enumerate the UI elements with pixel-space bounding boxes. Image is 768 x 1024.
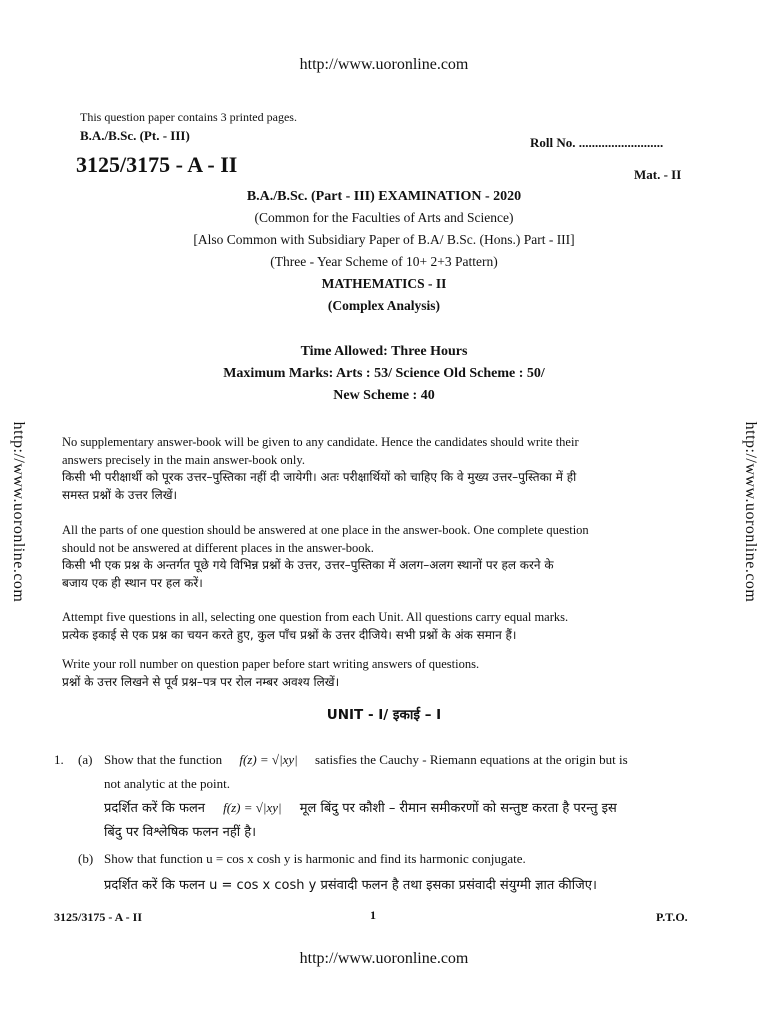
question-1a-hi-line-1 — [104, 798, 617, 816]
topic-title: (Complex Analysis) — [327, 298, 441, 313]
instruction-1-en-line-1: No supplementary answer-book will be given to any candidate. Hence the candidates should write their — [62, 435, 579, 449]
instruction-3 — [62, 609, 712, 644]
question-1a-text-post: satisfies the Cauchy - Riemann equations at the origin but is — [315, 752, 628, 767]
paper-code: 3125/3175 - A - II — [76, 152, 238, 177]
exam-title: B.A./B.Sc. (Part - III) EXAMINATION - 2020 — [246, 189, 522, 204]
instruction-4-hi-line-1: प्रश्नों के उत्तर लिखने से पूर्व प्रश्न–पत्र पर रोल नम्बर अवश्य लिखें। — [62, 674, 340, 689]
pages-note: This question paper contains 3 printed pages. — [80, 110, 297, 124]
subject-title: MATHEMATICS - II — [321, 276, 447, 291]
instruction-1-hi-line-1: किसी भी परीक्षार्थी को पूरक उत्तर–पुस्तिका नहीं दी जायेगी। अतः परीक्षार्थियों को चाहिए कि वे मुख्य उत्तर–पुस्तिका में ही — [62, 470, 577, 484]
question-1a-hi-formula: f(z) = √|xy| — [223, 800, 282, 815]
page-number: 1 — [370, 908, 376, 922]
pto-label: P.T.O. — [656, 910, 688, 924]
question-1a-line-2: not analytic at the point. — [104, 776, 230, 791]
question-1a-label: (a) — [78, 752, 93, 767]
instruction-2 — [62, 522, 712, 592]
course-label: B.A./B.Sc. (Pt. - III) — [80, 128, 190, 143]
question-1a-formula: f(z) = √|xy| — [239, 752, 298, 767]
instruction-2-hi-line-2: बजाय एक ही स्थान पर हल करें। — [62, 575, 203, 590]
subject-code: Mat. - II — [634, 167, 682, 182]
question-1b-hi-line-1: प्रदर्शित करें कि फलन u = cos x cosh y प्रसंवादी फलन है तथा इसका प्रसंवादी संयुग्मी ज्ञात कीजिए। — [104, 878, 597, 893]
question-1a-hi-line-2: बिंदु पर विश्लेषिक फलन नहीं है। — [104, 825, 257, 840]
footer-code: 3125/3175 - A - II — [54, 910, 143, 924]
question-1b-label: (b) — [78, 851, 94, 866]
question-1a-hi-pre: प्रदर्शित करें कि फलन — [104, 801, 206, 816]
common-line: (Common for the Faculties of Arts and Science) — [254, 210, 514, 225]
instruction-3-en-line-1: Attempt five questions in all, selecting one question from each Unit. All questions carry equal marks. — [62, 610, 569, 624]
watermark-url-bottom: http://www.uoronline.com — [299, 950, 469, 967]
watermark-url-left: http://www.uoronline.com — [10, 421, 27, 603]
question-1a-line-1 — [104, 752, 628, 768]
also-common-line: [Also Common with Subsidiary Paper of B.A/ B.Sc. (Hons.) Part - III] — [193, 232, 575, 247]
instruction-2-hi-line-1: किसी भी एक प्रश्न के अन्तर्गत पूछे गये विभिन्न प्रश्नों के उत्तर, उत्तर–पुस्तिका में अलग–अलग स्थानों पर हल करने के — [62, 558, 554, 572]
instruction-4-en-line-1: Write your roll number on question paper before start writing answers of questions. — [62, 657, 480, 671]
roll-no-field: Roll No. .......................... — [530, 135, 664, 150]
unit-heading: UNIT - I/ इकाई – I — [326, 707, 442, 723]
question-1b-line-1: Show that function u = cos x cosh y is harmonic and find its harmonic conjugate. — [104, 851, 526, 866]
question-number: 1. — [54, 752, 64, 767]
max-marks-line-2: New Scheme : 40 — [333, 388, 435, 403]
instruction-3-hi-line-1: प्रत्येक इकाई से एक प्रश्न का चयन करते हुए, कुल पाँच प्रश्नों के उत्तर दीजिये। सभी प्रश्नों के अंक समान हैं। — [62, 627, 517, 642]
instruction-1-hi-line-2: समस्त प्रश्नों के उत्तर लिखें। — [62, 487, 178, 502]
instruction-2-en-line-2: should not be answered at different places in the answer-book. — [62, 540, 374, 555]
watermark-url-top: http://www.uoronline.com — [299, 56, 469, 73]
watermark-url-right: http://www.uoronline.com — [742, 421, 759, 603]
question-1a-hi-post: मूल बिंदु पर कौशी – रीमान समीकरणों को सन्तुष्ट करता है परन्तु इस — [299, 801, 617, 816]
instruction-4 — [62, 656, 712, 691]
instruction-1-en-line-2: answers precisely in the main answer-book only. — [62, 452, 305, 467]
time-allowed: Time Allowed: Three Hours — [300, 344, 468, 359]
instruction-1 — [62, 434, 712, 504]
question-1a-text-pre: Show that the function — [104, 752, 223, 767]
instruction-2-en-line-1: All the parts of one question should be answered at one place in the answer-book. One complete question — [62, 523, 589, 537]
scheme-line: (Three - Year Scheme of 10+ 2+3 Pattern) — [270, 254, 498, 269]
max-marks-line-1: Maximum Marks: Arts : 53/ Science Old Scheme : 50/ — [223, 366, 545, 381]
